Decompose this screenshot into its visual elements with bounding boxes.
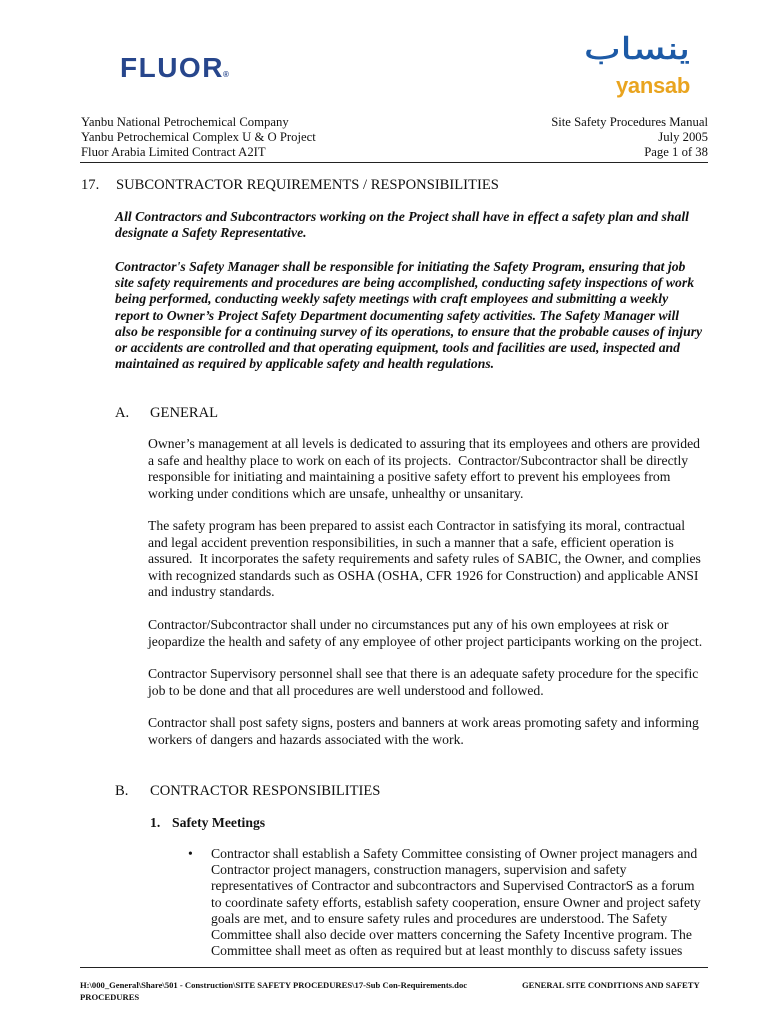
paragraph-line: also be responsible for a continuing survey of its operations, to ensure that the probable causes of injury — [115, 323, 703, 339]
paragraph-line: jeopardize the health and safety of any employee of other project participants working on the project. — [148, 633, 703, 649]
paragraph-line: with recognized standards such as OSHA (OSHA, CFR 1926 for Construction) and applicable ANSI — [148, 567, 699, 583]
paragraph-line: and legal accident prevention responsibilities, in such a manner that a safe, efficient operation is — [148, 534, 674, 550]
paragraph-line: maintained as required by applicable safety and health regulations. — [115, 356, 495, 372]
general-paragraph-4 — [148, 666, 698, 699]
paragraph-line: being performed, conducting weekly safety meetings with craft employees and submitting a weekly — [115, 291, 669, 307]
bullet-line: Contractor project managers, construction managers, supervision and safety — [211, 862, 627, 878]
bullet-line: Committee shall meet as often as required but at least monthly to discuss safety issues — [211, 943, 683, 959]
intro-paragraph-2 — [115, 259, 702, 372]
general-paragraph-2 — [148, 518, 701, 601]
bullet-line: Contractor shall establish a Safety Committee consisting of Owner project managers and — [211, 846, 698, 861]
paragraph-line: Contractor shall post safety signs, posters and banners at work areas promoting safety and informing — [148, 715, 699, 730]
general-paragraph-5 — [148, 715, 699, 748]
paragraph-line: The safety program has been prepared to assist each Contractor in satisfying its moral, contractual — [148, 518, 686, 533]
paragraph-line: Contractor's Safety Manager shall be responsible for initiating the Safety Program, ensuring that job — [115, 259, 686, 274]
paragraph-line: All Contractors and Subcontractors working on the Project shall have in effect a safety plan and shall — [115, 209, 689, 224]
bullet-line: representatives of Contractor and subcontractors and Supervised ContractorS as a forum — [211, 878, 695, 894]
bullet-item — [211, 846, 701, 959]
page-number: Page 1 of 38 — [644, 145, 708, 159]
bullet-line: Committee shall also decide over matters concerning the Safety Incentive program. The — [211, 927, 692, 943]
header-divider — [80, 162, 708, 163]
footer-file-path: H:\000_General\Share\501 - Construction\SITE SAFETY PROCEDURES\17-Sub Con-Requirements.doc — [80, 980, 468, 990]
section-a-letter: A. — [115, 405, 130, 421]
section-number: 17. — [81, 177, 100, 193]
yansab-logo-latin: yansab — [615, 73, 690, 98]
bullet-line: to coordinate safety efforts, establish safety cooperation, ensure Owner and project safety — [211, 894, 701, 910]
project-name: Yanbu Petrochemical Complex U & O Project — [81, 130, 316, 144]
fluor-logo-text: FLUOR — [120, 52, 224, 83]
manual-title: Site Safety Procedures Manual — [551, 115, 708, 129]
paragraph-line: Contractor Supervisory personnel shall see that there is an adequate safety procedure for the specific — [148, 666, 699, 681]
header-right — [551, 115, 708, 160]
fluor-logo — [120, 54, 229, 89]
general-paragraph-1 — [148, 436, 700, 502]
footer-section-title: GENERAL SITE CONDITIONS AND SAFETY — [522, 980, 700, 990]
subsection-title: Safety Meetings — [172, 815, 266, 830]
paragraph-line: a safe and healthy place to work on each of its projects. Contractor/Subcontractor shall be directly — [148, 452, 689, 468]
paragraph-line: designate a Safety Representative. — [115, 225, 307, 241]
paragraph-line: workers of dangers and hazards associated with the work. — [148, 731, 464, 747]
fluor-registered-mark: ® — [222, 70, 229, 79]
bullet-marker: • — [188, 846, 193, 861]
contract-name: Fluor Arabia Limited Contract A2IT — [81, 145, 266, 159]
paragraph-line: working under conditions which are unsafe, unhealthy or unsanitary. — [148, 485, 524, 501]
document-date: July 2005 — [658, 130, 708, 144]
paragraph-line: Contractor/Subcontractor shall under no circumstances put any of his own employees at risk or — [148, 617, 669, 632]
paragraph-line: Owner’s management at all levels is dedicated to assuring that its employees and others are provided — [148, 436, 701, 451]
header-left — [81, 115, 316, 160]
intro-paragraph-1 — [115, 209, 689, 241]
paragraph-line: assured. It incorporates the safety requirements and safety rules of SABIC, the Owner, and complies — [148, 551, 701, 567]
paragraph-line: site safety requirements and procedures are being accomplished, conducting safety inspections of work — [115, 275, 695, 291]
paragraph-line: responsible for initiating and maintaining a positive safety effort to prevent his employees from — [148, 469, 671, 485]
bullet-line: goals are met, and to ensure safety rules and procedures are understood. The Safety — [211, 910, 668, 926]
section-b-title: CONTRACTOR RESPONSIBILITIES — [150, 783, 381, 799]
company-name: Yanbu National Petrochemical Company — [81, 115, 289, 129]
subsection-number: 1. — [150, 815, 161, 830]
footer-divider — [80, 967, 708, 968]
paragraph-line: or accidents are controlled and that operating equipment, tools and facilities are used, inspected and — [115, 340, 680, 356]
yansab-logo-arabic: ينساب — [583, 32, 690, 67]
paragraph-line: and industry standards. — [148, 584, 275, 600]
general-paragraph-3 — [148, 617, 702, 650]
section-b-letter: B. — [115, 783, 129, 799]
paragraph-line: job to be done and that all procedures are well understood and followed. — [148, 682, 544, 698]
section-a-title: GENERAL — [150, 405, 219, 421]
paragraph-line: report to Owner’s Project Safety Department documenting safety activities. The Safety Manager will — [115, 307, 680, 323]
footer-section-title-continued: PROCEDURES — [80, 992, 140, 1002]
section-title: SUBCONTRACTOR REQUIREMENTS / RESPONSIBILITIES — [116, 177, 499, 193]
